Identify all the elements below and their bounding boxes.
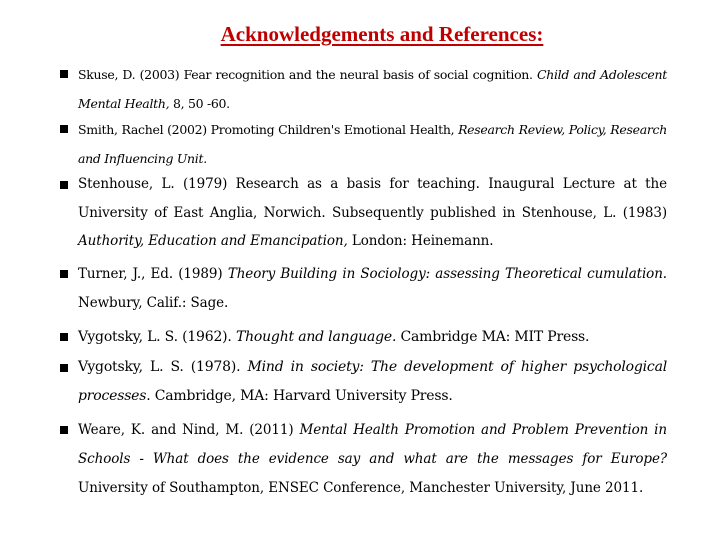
square-bullet-icon [60, 426, 68, 434]
reference-text-part: Cambridge, MA: Harvard University Press. [150, 388, 453, 404]
reference-text-part: University of Southampton, ENSEC Conference, Manchester University, June 2011. [78, 480, 644, 496]
reference-text [78, 416, 667, 503]
reference-text [78, 260, 667, 318]
reference-text [78, 353, 667, 411]
reference-text-part: 8, 50 -60. [169, 96, 230, 111]
square-bullet-icon [60, 181, 68, 189]
reference-text [78, 60, 667, 118]
reference-text-part: Vygotsky, L. S. (1978). [78, 359, 248, 375]
reference-text [78, 323, 667, 352]
reference-text-part: Weare, K. and Nind, M. (2011) [78, 422, 300, 438]
square-bullet-icon [60, 270, 68, 278]
reference-text-italic-part: Authority, Education and Emancipation, [78, 233, 348, 249]
reference-text [78, 170, 667, 256]
reference-text-part: Stenhouse, L. (1979) Research as a basis for teaching. Inaugural Lecture at the University of East Anglia, Norwich. Subsequently published in Stenhouse, L. (1983) [78, 176, 667, 221]
square-bullet-icon [60, 125, 68, 133]
reference-text-part: Turner, J., Ed. (1989) [78, 266, 228, 282]
reference-text-part: Smith, Rachel (2002) Promoting Children's Emotional Health, [78, 122, 459, 137]
reference-text-part: Skuse, D. (2003) Fear recognition and the neural basis of social cognition. [78, 67, 537, 82]
square-bullet-icon [60, 70, 68, 78]
reference-text-italic-part: Mind in society: The development of higher psychological processes. [78, 359, 667, 404]
reference-text-part: Cambridge MA: MIT Press. [396, 329, 590, 345]
reference-text-part: London: Heinemann. [347, 233, 494, 249]
reference-text-italic-part: Thought and language. [235, 329, 397, 345]
reference-text-italic-part: Child and Adolescent Mental Health, [78, 67, 667, 111]
reference-text-part: Vygotsky, L. S. (1962). [78, 329, 236, 345]
reference-text-italic-part: Research Review, Policy, Research and Influencing Unit. [78, 122, 667, 166]
reference-text-italic-part: Theory Building in Sociology: assessing Theoretical cumulation. [227, 266, 667, 282]
square-bullet-icon [60, 364, 68, 372]
reference-text-part: Newbury, Calif.: Sage. [78, 295, 229, 311]
square-bullet-icon [60, 333, 68, 341]
slide-title: Acknowledgements and References: [220, 22, 544, 46]
reference-text-italic-part: Mental Health Promotion and Problem Prevention in Schools - What does the evidence say and what are the messages for Europe? [78, 422, 667, 467]
reference-text [78, 115, 667, 173]
